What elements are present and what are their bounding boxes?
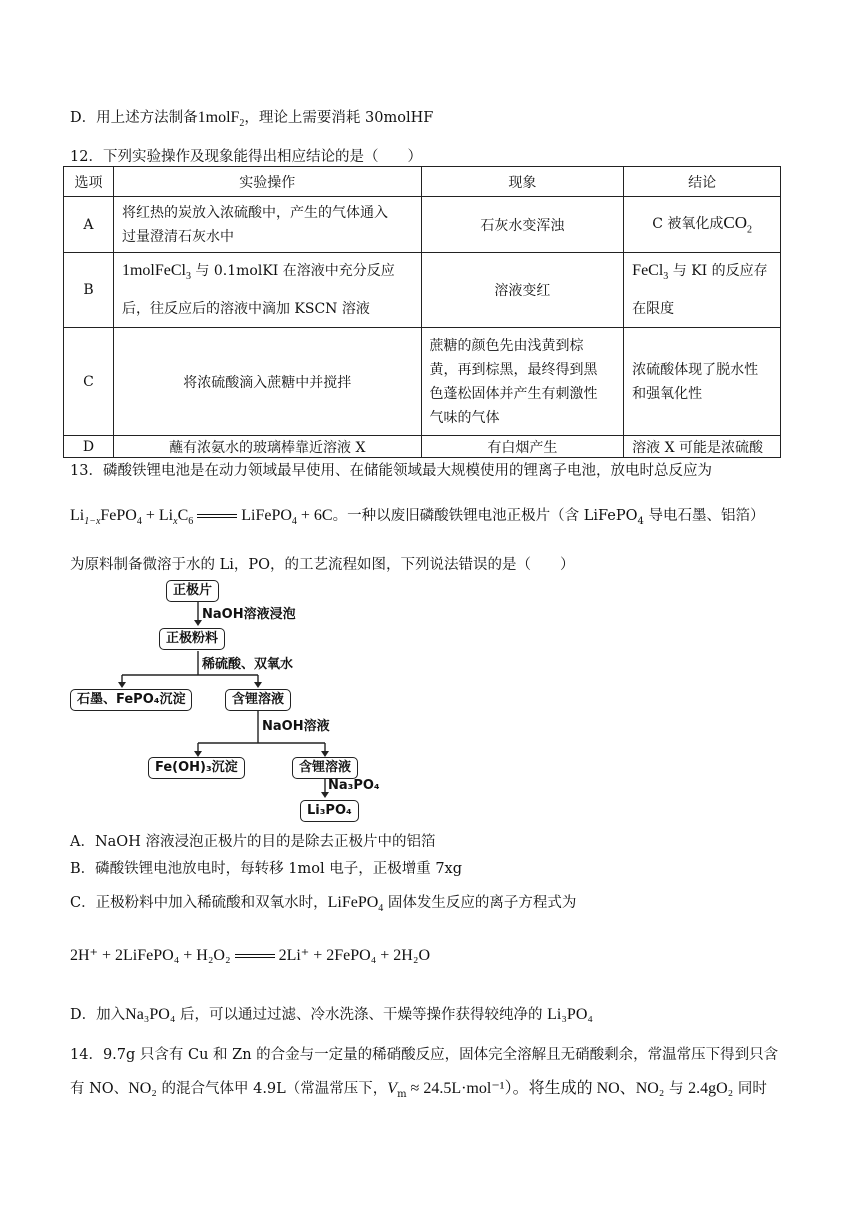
- table-row: [64, 436, 781, 458]
- row-a-co-sub: 2: [746, 224, 752, 236]
- row-b-conclusion-rest: 与 KI 的反应存: [668, 263, 768, 279]
- q14-vm: V: [387, 1080, 398, 1097]
- q13-c-sub: 6: [188, 516, 194, 528]
- row-a-conclusion-formula: [723, 213, 752, 236]
- q13-c-lifepo: LiFePO: [327, 894, 379, 911]
- row-c-conc-2: 和强氧化性: [632, 385, 703, 402]
- row-d-phenomenon: 有白烟产生: [421, 436, 624, 458]
- q13-d-li3po4: Li₃PO₄: [547, 1006, 593, 1023]
- header-phenomenon: 现象: [421, 167, 624, 197]
- q13-lifepo-sub: 4: [291, 516, 297, 528]
- q14-e: 同时: [733, 1081, 767, 1097]
- q13-stem-2-end: 导电石墨、铝箔）: [643, 508, 765, 524]
- q13-reaction: [70, 507, 333, 528]
- flow-step-acid-peroxide: 稀硫酸、双氧水: [202, 657, 294, 672]
- flow-box-cathode-sheet: 正极片: [166, 580, 219, 602]
- flow-box-graphite-fepo4: 石墨、FePO₄沉淀: [70, 689, 192, 711]
- q13-option-d: [70, 1003, 593, 1024]
- row-b-conc-fecl: FeCl: [632, 262, 664, 279]
- q13-d-prefix: D．加入: [70, 1007, 126, 1023]
- q13-stem-2: [70, 504, 764, 527]
- flow-box-lithium-solution-1: 含锂溶液: [225, 689, 291, 711]
- equals-sign: [235, 954, 275, 958]
- equals-sign: [197, 514, 237, 518]
- flow-box-fe-oh3: Fe(OH)₃沉淀: [148, 757, 245, 779]
- row-a-phenomenon: 石灰水变浑浊: [421, 197, 624, 253]
- header-conclusion: 结论: [624, 167, 781, 197]
- row-c-phen-1: 蔗糖的颜色先由浅黄到棕: [429, 337, 584, 354]
- row-b-conclusion-line1: [632, 255, 772, 293]
- row-c-conc-1: 浓硫酸体现了脱水性: [632, 361, 759, 378]
- q13-option-a: A．NaOH 溶液浸泡正极片的目的是除去正极片中的铝箔: [70, 834, 436, 850]
- row-a-option: A: [64, 197, 114, 253]
- q13-c-eq-left: 2H⁺ + 2LiFePO₄ + H₂O₂: [70, 947, 231, 964]
- q13-c-sub: 4: [378, 903, 384, 915]
- flow-step-naoh-soak: NaOH溶液浸泡: [202, 607, 296, 622]
- flow-box-lithium-solution-2: 含锂溶液: [292, 757, 358, 779]
- row-b-fecl-sub: 3: [185, 271, 191, 283]
- q11-d-prefix: D．用上述方法制备: [70, 110, 198, 126]
- row-a-co: CO: [723, 213, 747, 233]
- row-c-conclusion: [624, 328, 781, 436]
- q11-d-amount: 1molF: [197, 109, 240, 126]
- header-option: 选项: [64, 167, 114, 197]
- row-a-operation: [113, 197, 421, 253]
- q13-stem-1: 13．磷酸铁锂电池是在动力领域最早使用、在储能领域最大规模使用的锂离子电池，放电时总反应为: [70, 463, 712, 479]
- q14-line-2: [70, 1075, 767, 1100]
- q13-c-formula: [327, 894, 384, 915]
- row-b-conclusion-formula: [632, 262, 669, 283]
- q13-stem-3: 为原料制备微溶于水的 Li，PO，的工艺流程如图，下列说法错误的是（ ）: [70, 557, 575, 573]
- q13-plus-li: + Li: [141, 507, 174, 524]
- row-b-fecl: 1molFeCl: [121, 262, 186, 279]
- q13-fepo-sub: 4: [136, 516, 142, 528]
- row-b-operation-line1: [122, 255, 413, 293]
- header-operation: 实验操作: [113, 167, 421, 197]
- row-b-conc-sub: 3: [663, 271, 669, 283]
- table-row: [64, 197, 781, 253]
- q11-d-formula: [197, 109, 245, 130]
- row-b-conclusion-line2: 在限度: [632, 301, 675, 318]
- q14-no2: NO₂: [128, 1080, 157, 1097]
- row-b-operation-line2: 后，往反应后的溶液中滴加 KSCN 溶液: [121, 301, 370, 318]
- q13-c-prefix: C．正极粉料中加入稀硫酸和双氧水时，: [70, 895, 328, 911]
- q13-6c: + 6C: [296, 507, 333, 524]
- q11-d-sub: 2: [239, 118, 245, 130]
- q14-o2: 2.4gO₂: [688, 1080, 734, 1097]
- table-header-row: [64, 167, 781, 197]
- q11-option-d: [70, 106, 433, 129]
- row-c-phen-4: 气味的气体: [429, 409, 500, 426]
- q13-x: x: [173, 516, 178, 528]
- row-b-operation: [113, 253, 421, 328]
- q14-c: ≈ 24.5L·mol⁻¹）。将生成的 NO、: [406, 1080, 636, 1097]
- row-d-conclusion: 溶液 X 可能是浓硫酸: [624, 436, 781, 458]
- table-row: [64, 253, 781, 328]
- row-b-conclusion: [624, 253, 781, 328]
- q13-option-c: [70, 891, 576, 914]
- row-c-phen-2: 黄，再到棕黑，最终得到黑: [429, 361, 598, 378]
- q13-d-na3po4: Na₃PO₄: [125, 1006, 176, 1023]
- row-a-operation-line1: 将红热的炭放入浓硫酸中，产生的气体通入: [121, 204, 388, 221]
- flow-step-naoh-solution: NaOH溶液: [262, 719, 330, 734]
- q14-line-1: 14．9.7g 只含有 Cu 和 Zn 的合金与一定量的稀硝酸反应，固体完全溶解且无硝酸剩余，常温常压下得到只含: [70, 1047, 779, 1063]
- row-b-fecl3: [121, 262, 191, 283]
- row-c-phenomenon: [421, 328, 624, 436]
- q11-d-suffix: ，理论上需要消耗 30molHF: [244, 110, 434, 126]
- table-row: [64, 328, 781, 436]
- flow-box-li3po4: Li₃PO₄: [300, 800, 359, 822]
- q13-li-sub: 1−x: [84, 516, 101, 528]
- row-b-operation-rest: 与 0.1molKI 在溶液中充分反应: [190, 263, 395, 279]
- row-b-phenomenon: 溶液变红: [421, 253, 624, 328]
- row-c-phen-3: 色蓬松固体并产生有刺激性: [429, 385, 598, 402]
- flow-step-na3po4: Na₃PO₄: [328, 778, 380, 793]
- q14-a: 有 NO、: [70, 1081, 129, 1097]
- q13-lifepo: LiFePO: [241, 507, 292, 524]
- q13-c: C: [177, 507, 189, 524]
- q12-table: [63, 166, 781, 458]
- row-d-option: D: [64, 436, 114, 458]
- row-d-operation: 蘸有浓氨水的玻璃棒靠近溶液 X: [113, 436, 421, 458]
- q14-b: 的混合气体甲 4.9L（常温常压下，: [156, 1081, 388, 1097]
- row-c-option: C: [64, 328, 114, 436]
- q13-fepo: FePO: [100, 507, 137, 524]
- q13-c-suffix: 固体发生反应的离子方程式为: [383, 895, 577, 911]
- q13-d-mid: 后，可以通过过滤、冷水洗涤、干燥等操作获得较纯净的: [175, 1007, 548, 1023]
- q14-d: 与: [664, 1081, 689, 1097]
- q13-c-eq-right: 2Li⁺ + 2FePO₄ + 2H₂O: [278, 947, 430, 964]
- q13-option-c-equation: [70, 945, 430, 965]
- q13-option-b: B．磷酸铁锂电池放电时，每转移 1mol 电子，正极增重 7xg: [70, 861, 463, 877]
- row-a-operation-line2: 过量澄清石灰水中: [121, 228, 234, 245]
- q13-stem-2-sub: 4: [637, 515, 644, 527]
- q13-stem-2-rest: 。一种以废旧磷酸铁锂电池正极片（含 LiFePO: [332, 508, 638, 524]
- q12-stem: 12．下列实验操作及现象能得出相应结论的是（ ）: [70, 149, 422, 165]
- process-flowchart: [60, 578, 380, 826]
- row-c-operation: 将浓硫酸滴入蔗糖中并搅拌: [113, 328, 421, 436]
- q14-no2b: NO₂: [635, 1080, 665, 1097]
- row-a-conclusion: [624, 197, 781, 253]
- row-a-conclusion-prefix: C 被氧化成: [652, 216, 724, 233]
- flow-box-cathode-powder: 正极粉料: [159, 628, 225, 650]
- row-b-option: B: [64, 253, 114, 328]
- q14-vm-sub: m: [397, 1088, 407, 1100]
- q13-li: Li: [70, 507, 85, 524]
